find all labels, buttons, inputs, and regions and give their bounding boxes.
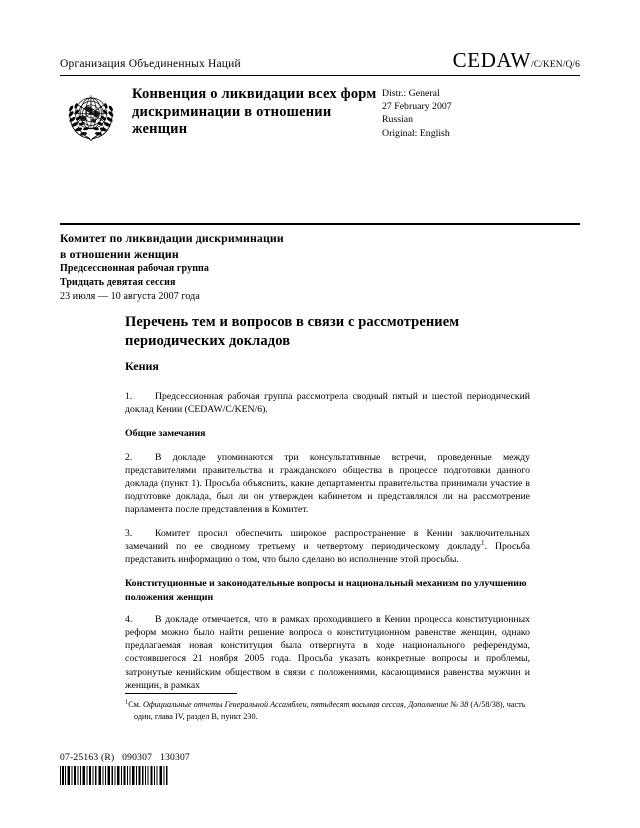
document-symbol-main: CEDAW: [452, 48, 531, 72]
paragraph-3-text-after-footnote: . Просьба представить информацию о том, что было сделано во исполнение этой просьбы.: [125, 541, 530, 566]
footnote-separator: [125, 693, 237, 694]
paragraph-3: [125, 527, 530, 566]
footnote-1-marker: 1: [125, 698, 129, 706]
footnote-area: [125, 693, 530, 722]
distribution-language: Russian: [382, 114, 414, 126]
barcode-icon: [60, 766, 168, 785]
footer-date-2: 130307: [159, 752, 190, 763]
committee-name-line-1: Комитет по ликвидации дискриминации: [60, 231, 284, 245]
masthead-body-row: [60, 83, 580, 148]
distribution-original: Original: English: [382, 127, 450, 139]
masthead: [60, 50, 580, 148]
masthead-divider: [60, 75, 580, 76]
paragraph-1-number: 1.: [125, 391, 133, 402]
paragraph-3-number: 3.: [125, 528, 133, 540]
paragraph-3-text-before-footnote: Комитет просил обеспечить широкое распространение в Кении заключительных замечаний по ее сводному третьему и четвертому периодическому докладу: [125, 528, 530, 553]
masthead-top-row: [60, 50, 580, 73]
footer-codes: [60, 752, 460, 764]
distribution-date: 27 February 2007: [382, 101, 452, 113]
emblem-container: [60, 83, 132, 148]
paragraph-2: [125, 451, 530, 516]
footnote-1-italic-2: Дополнение № 38: [407, 700, 469, 709]
country-name: Кения: [125, 359, 159, 373]
committee-working-group: Предсессионная рабочая группа: [60, 263, 210, 274]
document-symbol: [453, 50, 580, 71]
section-heading-constitutional: Конституционные и законодательные вопросы и национальный механизм по улучшению положения женщин: [125, 578, 527, 603]
committee-session: Тридцать девятая сессия: [60, 277, 176, 288]
footnote-1-rest: (A/58/38), часть один, глава IV, раздел B, пункт 230.: [134, 700, 526, 721]
committee-name-line-2: в отношении женщин: [60, 246, 179, 261]
distribution-type: Distr.: General: [382, 88, 440, 99]
page-title: Перечень тем и вопросов в связи с рассмотрением периодических докладов: [125, 314, 460, 349]
job-number: 07-25163 (R): [60, 752, 115, 763]
footnote-1: [125, 699, 530, 722]
header-separator: [60, 223, 580, 225]
un-emblem-icon: [60, 86, 122, 148]
committee-block: [60, 231, 480, 304]
document-symbol-sub: /C/KEN/Q/6: [530, 60, 580, 70]
committee-session-dates: 23 июля — 10 августа 2007 года: [60, 291, 200, 302]
footer-date-1: 090307: [122, 752, 153, 763]
convention-title: Конвенция о ликвидации всех форм дискриминации в отношении женщин: [132, 86, 377, 137]
distribution-block: [382, 83, 532, 140]
paragraph-4: [125, 613, 530, 692]
paragraph-1-text: Предсессионная рабочая группа рассмотрела сводный пятый и шестой периодический доклад Кении (CEDAW/C/KEN/6).: [125, 391, 530, 416]
organization-name: Организация Объединенных Наций: [60, 58, 241, 70]
paragraph-4-number: 4.: [125, 614, 133, 626]
section-heading-general-remarks: Общие замечания: [125, 428, 206, 440]
paragraph-4-text: В докладе отмечается, что в рамках проходившего в Кении процесса конституционных реформ можно было найти решение вопроса о конституционном равенстве женщин, однако предлагаемая новая конституция была отвергнута в ходе национального референдума, состоявшегося 21 ноября 2005 года. Просьба указать конкретные вопросы и проблемы, затронутые кенийским обществом в связи с положениями, касающимися равенства мужчин и женщин, в рамках: [125, 614, 530, 691]
footnote-reference-1: 1: [481, 538, 485, 547]
paragraph-2-number: 2.: [125, 451, 133, 463]
page-footer: [60, 752, 460, 785]
footnote-1-italic-1: Официальные отчеты Генеральной Ассамблеи, пятьдесят восьмая сессия,: [142, 700, 406, 709]
paragraph-2-text: В докладе упоминаются три консультативные встречи, проведенные между представителями правительства и гражданского общества в процессе подготовки данного доклада (пункт 1). Просьба объяснить, какие департаменты правительства принимали участие в подготовке доклада, был ли он утвержден кабинетом и представлялся ли на рассмотрение парламента после представления в Комитет.: [125, 451, 530, 515]
paragraph-1: [125, 390, 530, 416]
footnote-1-prefix: См.: [128, 700, 143, 709]
